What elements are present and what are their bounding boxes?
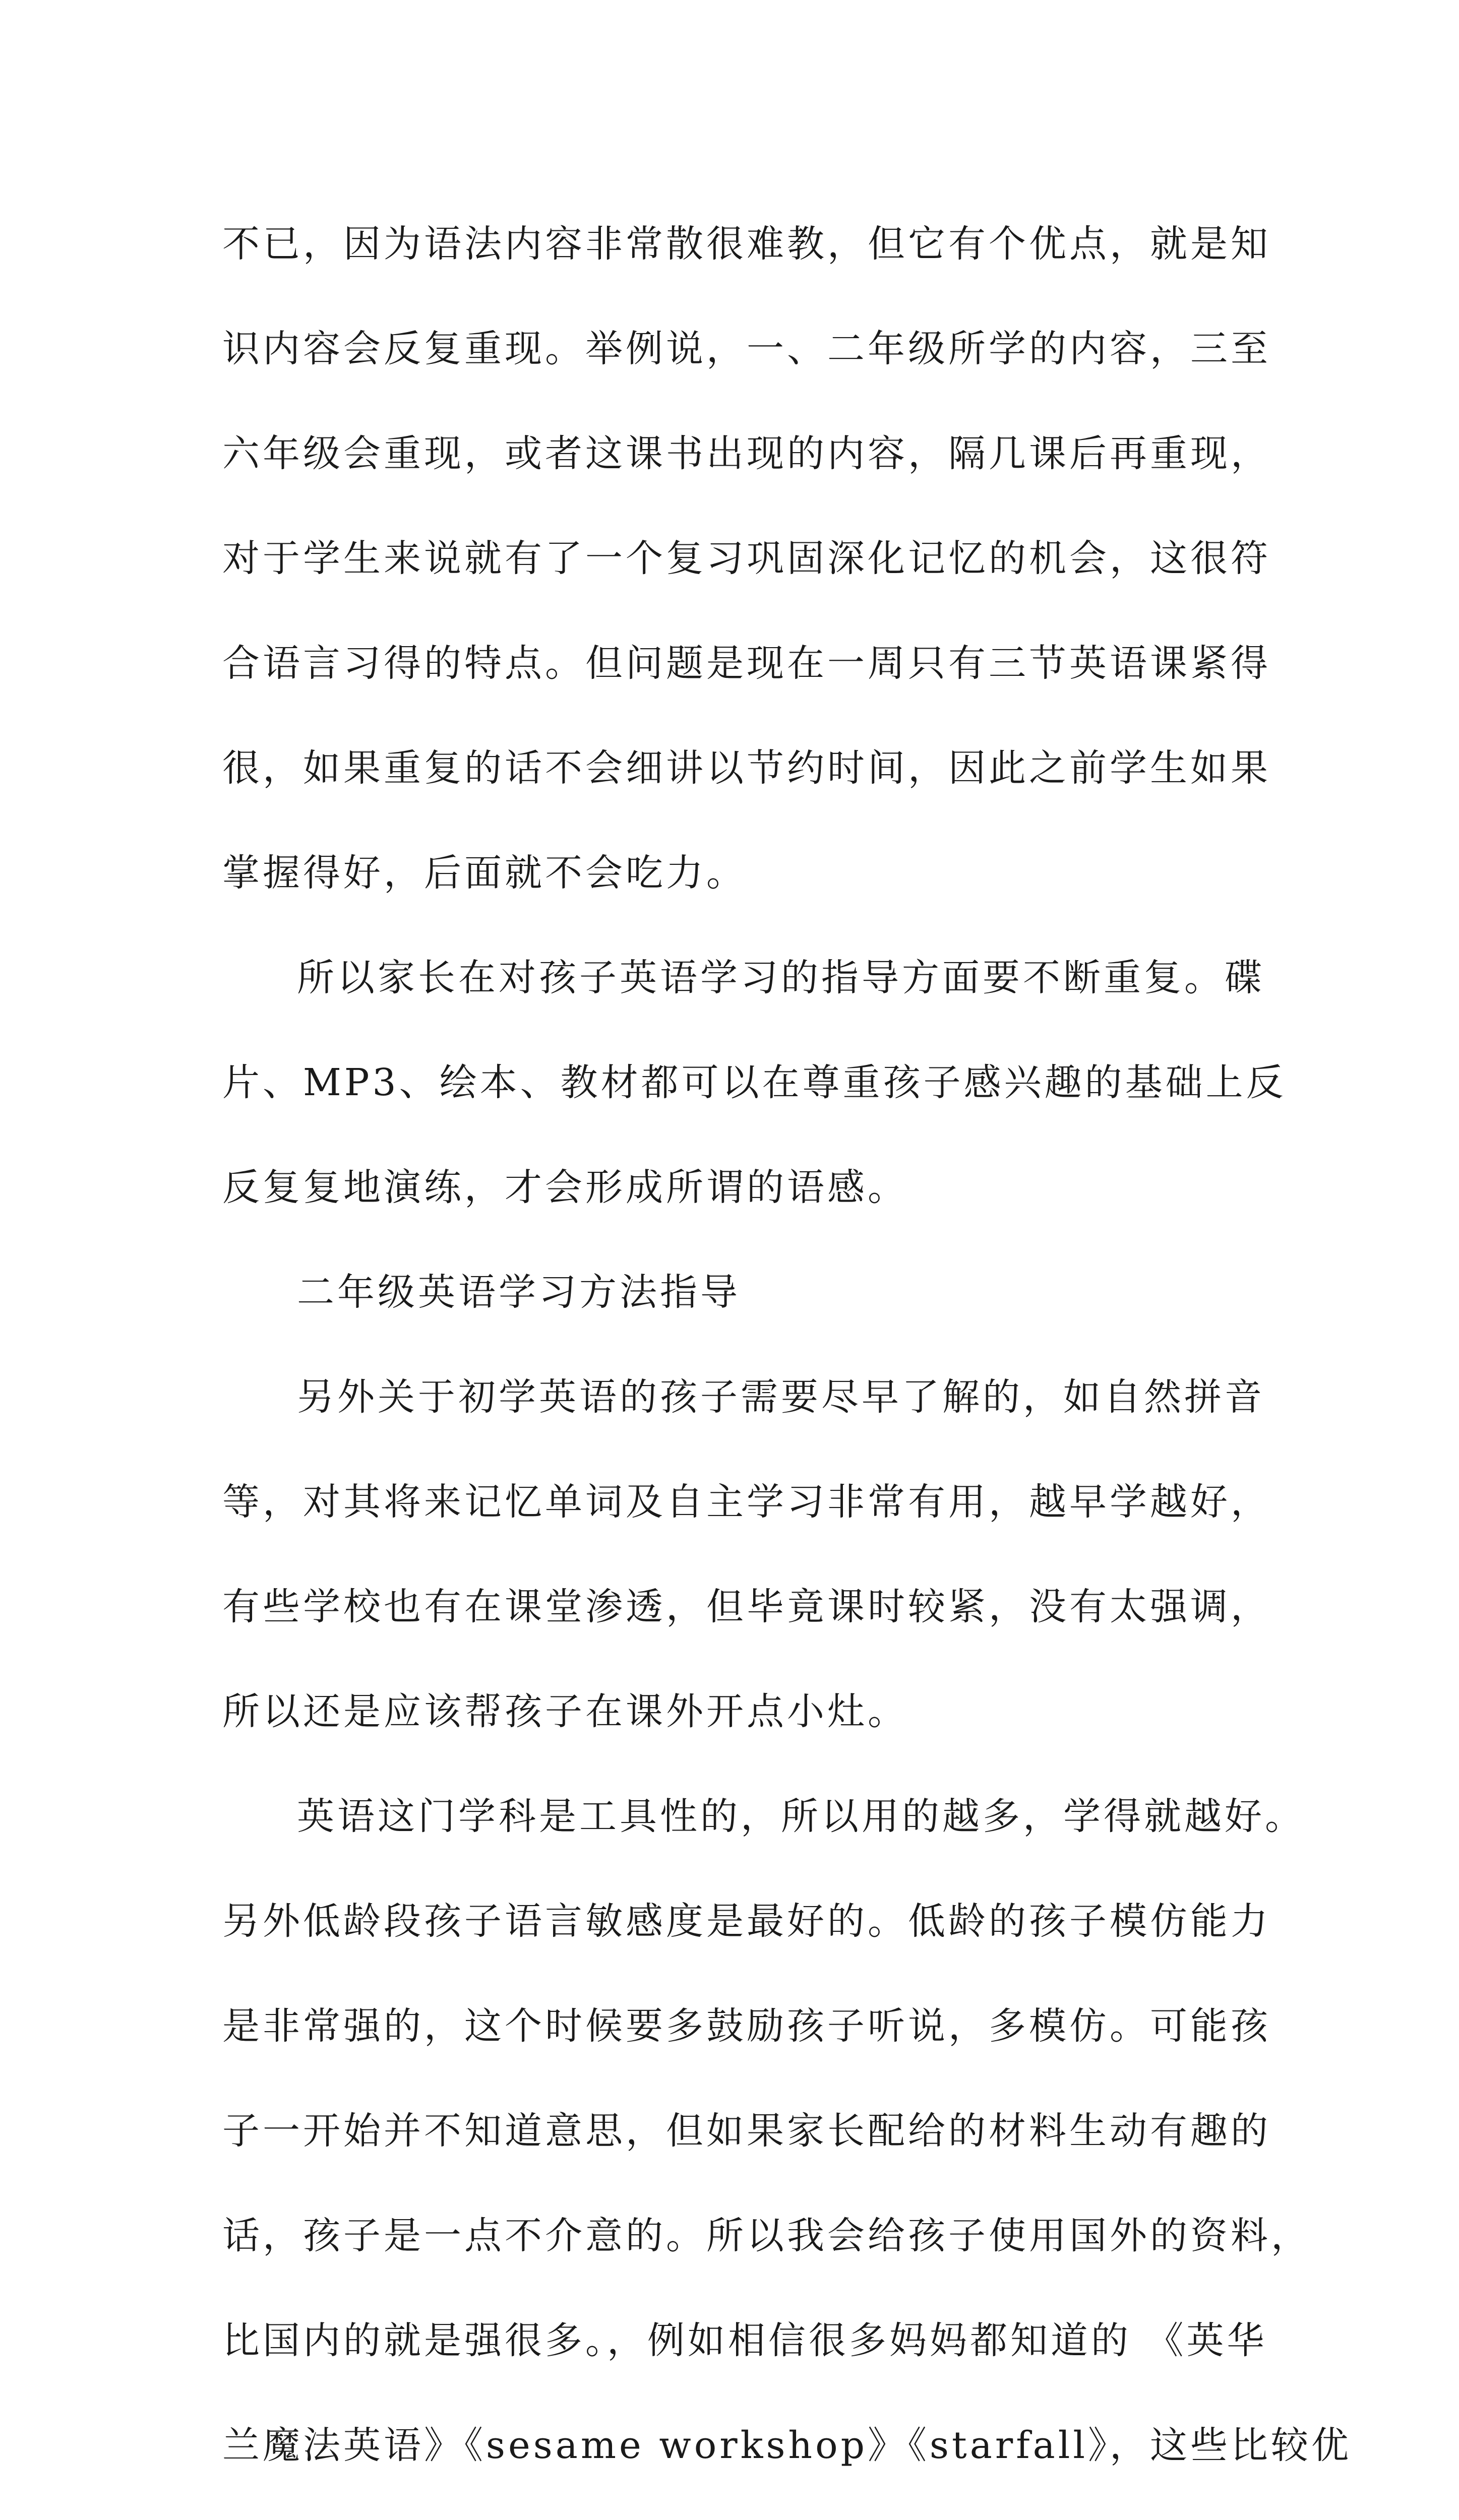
- paragraph-start-line: 另外关于初学英语的孩子需要尽早了解的，如自然拼音: [297, 1375, 1265, 1419]
- text-line: 有些学校也有在课堂渗透，但毕竟课时较紧，没有太强调，: [222, 1585, 1271, 1628]
- section-heading: 二年级英语学习方法指导: [297, 1271, 741, 1314]
- text-line: 识内容会反复重现。举例说，一、二年级所学的内容，三至: [222, 327, 1271, 370]
- text-line: 片、MP3、绘本、教材都可以在尊重孩子感兴趣的基础上反: [222, 1061, 1287, 1104]
- text-line: 子一开始并不知道意思，但如果家长配给的材料生动有趣的: [222, 2109, 1271, 2153]
- text-line: 所以还是应该帮孩子在课外开点小灶。: [222, 1690, 908, 1733]
- text-line: 掌握得好，后面就不会吃力。: [222, 851, 747, 895]
- text-line: 合语言习得的特点。但问题是现在一周只有三节英语课紧得: [222, 642, 1271, 685]
- paragraph-start-line: 英语这门学科是工具性的，所以用的越多，学得就越好。: [297, 1795, 1305, 1838]
- text-line: 等，对其将来记忆单词及自主学习非常有用，越早学越好，: [222, 1480, 1271, 1524]
- paragraph-start-line: 所以家长在对孩子英语学习的指导方面要不断重复。碟: [297, 956, 1265, 999]
- text-line: 话，孩子是一点不介意的。所以我会给孩子使用国外的资料，: [222, 2214, 1311, 2257]
- text-line: 很，如果重复的话不会细讲以节约时间，因此之前学生如果: [222, 746, 1271, 790]
- document-body: [222, 192, 1352, 2520]
- text-line: 另外低龄段孩子语言敏感度是最好的。低龄的孩子模仿能力: [222, 1900, 1271, 1943]
- text-line: 比国内的就是强很多。，例如相信很多妈妈都知道的 《英华: [222, 2319, 1267, 2362]
- text-line: 是非常强的，这个时候要多鼓励孩子听说，多模仿。可能孩: [222, 2004, 1271, 2048]
- text-line: 兰魔法英语》《sesame workshop》《starfall》，这些比较优: [222, 2424, 1352, 2467]
- text-line: 不已，因为语法内容非常散很难教，但它有个优点，就是知: [222, 222, 1271, 266]
- text-line: 六年级会重现，或者这课书出现的内容，隔几课后再重现，: [222, 432, 1271, 475]
- text-line: 对于学生来说就有了一个复习巩固深化记忆的机会，这很符: [222, 537, 1271, 580]
- text-line: [222, 2498, 1256, 2520]
- text-line: 反复复地演练，才会形成所谓的语感。: [222, 1166, 908, 1209]
